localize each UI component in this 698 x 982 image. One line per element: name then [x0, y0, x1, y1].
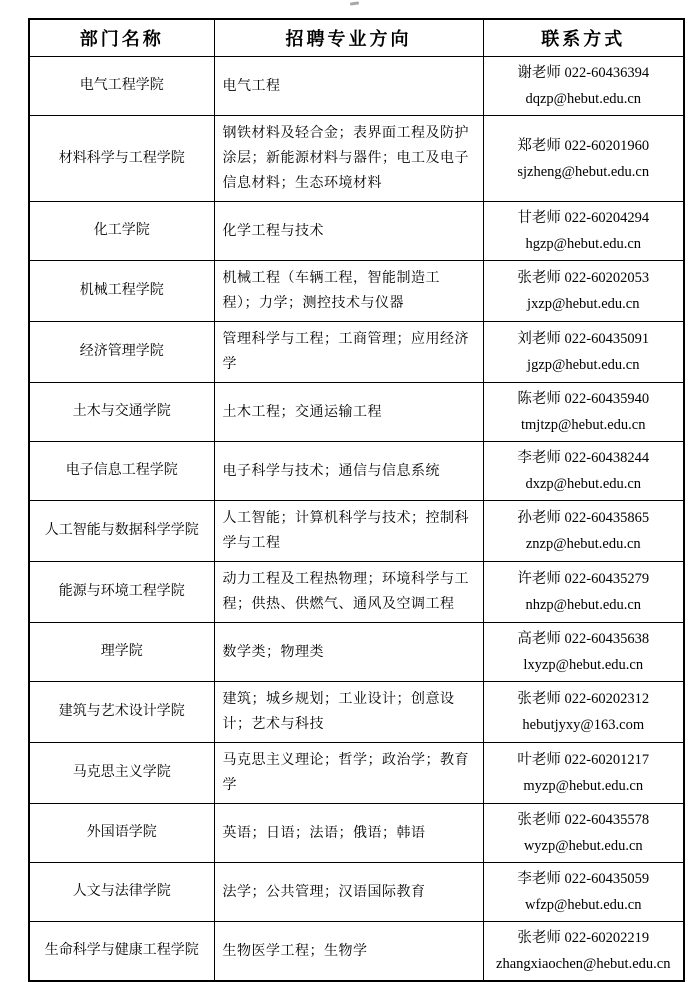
table-row — [29, 383, 684, 442]
contact-cell — [483, 116, 684, 202]
header-row — [29, 19, 684, 57]
majors-cell — [214, 442, 483, 501]
header-department-name: 部门名称 — [29, 19, 214, 57]
majors-cell — [214, 922, 483, 982]
contact-phone: 叶老师 022-60201217 — [517, 752, 650, 768]
contact-email: wfzp@hebut.edu.cn — [525, 897, 642, 913]
contact-phone: 郑老师 022-60201960 — [517, 137, 650, 154]
contact-phone: 李老师 022-60438244 — [517, 450, 650, 466]
majors-text: 生物医学工程；生物学 — [222, 943, 368, 959]
contact-email: dxzp@hebut.edu.cn — [525, 476, 642, 492]
contact-phone: 张老师 022-60435578 — [517, 812, 650, 828]
department-cell — [29, 743, 214, 804]
department-name: 马克思主义学院 — [72, 765, 171, 780]
contact-phone: 刘老师 022-60435091 — [517, 331, 650, 347]
contact-phone: 张老师 022-60202312 — [517, 691, 650, 707]
contact-email: lxyzp@hebut.edu.cn — [523, 657, 644, 673]
contact-cell — [483, 682, 684, 743]
majors-cell — [214, 57, 483, 116]
department-cell — [29, 623, 214, 682]
contact-cell — [483, 922, 684, 982]
recruitment-table — [28, 18, 685, 982]
table-row — [29, 804, 684, 863]
majors-cell — [214, 501, 483, 562]
contact-cell — [483, 863, 684, 922]
majors-cell — [214, 562, 483, 623]
contact-email: myzp@hebut.edu.cn — [523, 778, 644, 794]
contact-cell — [483, 623, 684, 682]
contact-email: dqzp@hebut.edu.cn — [525, 91, 642, 107]
contact-cell — [483, 383, 684, 442]
table-row — [29, 322, 684, 383]
contact-cell — [483, 501, 684, 562]
department-name: 外国语学院 — [86, 825, 157, 840]
department-cell — [29, 562, 214, 623]
department-name: 人文与法律学院 — [72, 884, 171, 899]
majors-cell — [214, 863, 483, 922]
department-cell — [29, 501, 214, 562]
department-name: 材料科学与工程学院 — [58, 150, 185, 166]
department-cell — [29, 57, 214, 116]
table-row — [29, 922, 684, 982]
header-contact-info: 联系方式 — [483, 19, 684, 57]
contact-phone: 陈老师 022-60435940 — [517, 391, 650, 407]
contact-cell — [483, 804, 684, 863]
table-row — [29, 863, 684, 922]
contact-email: tmjtzp@hebut.edu.cn — [521, 417, 646, 433]
contact-cell — [483, 57, 684, 116]
department-cell — [29, 202, 214, 261]
contact-email: sjzheng@hebut.edu.cn — [517, 163, 650, 180]
contact-phone: 李老师 022-60435059 — [517, 871, 650, 887]
department-cell — [29, 442, 214, 501]
top-artifact-mark — [350, 1, 359, 5]
table-row — [29, 682, 684, 743]
contact-phone: 谢老师 022-60436394 — [517, 65, 650, 81]
majors-cell — [214, 202, 483, 261]
table-row — [29, 202, 684, 261]
department-name: 机械工程学院 — [79, 283, 164, 298]
contact-cell — [483, 743, 684, 804]
majors-cell — [214, 743, 483, 804]
department-cell — [29, 261, 214, 322]
table-row — [29, 501, 684, 562]
department-cell — [29, 682, 214, 743]
contact-email: zhangxiaochen@hebut.edu.cn — [496, 956, 671, 972]
majors-cell — [214, 682, 483, 743]
majors-text: 法学；公共管理；汉语国际教育 — [222, 884, 426, 900]
department-cell — [29, 383, 214, 442]
department-name: 生命科学与健康工程学院 — [44, 943, 199, 958]
department-name: 电气工程学院 — [79, 78, 164, 93]
majors-text: 数学类；物理类 — [222, 644, 324, 660]
table-row — [29, 57, 684, 116]
contact-phone: 许老师 022-60435279 — [517, 571, 650, 587]
contact-phone: 张老师 022-60202053 — [517, 270, 650, 286]
department-cell — [29, 322, 214, 383]
department-name: 经济管理学院 — [79, 344, 164, 359]
contact-email: nhzp@hebut.edu.cn — [525, 597, 642, 613]
contact-email: jxzp@hebut.edu.cn — [527, 296, 640, 312]
table-row — [29, 442, 684, 501]
table-row — [29, 623, 684, 682]
contact-email: wyzp@hebut.edu.cn — [523, 838, 643, 854]
table-row — [29, 743, 684, 804]
contact-phone: 高老师 022-60435638 — [517, 631, 650, 647]
contact-cell — [483, 322, 684, 383]
majors-cell — [214, 322, 483, 383]
contact-email: hgzp@hebut.edu.cn — [525, 236, 642, 252]
majors-cell — [214, 261, 483, 322]
department-name: 建筑与艺术设计学院 — [58, 704, 185, 719]
majors-text: 马克思主义理论；哲学；政治学；教育学 — [222, 753, 469, 793]
contact-cell — [483, 261, 684, 322]
contact-email: jgzp@hebut.edu.cn — [527, 357, 640, 373]
department-name: 土木与交通学院 — [72, 404, 171, 419]
contact-email: znzp@hebut.edu.cn — [525, 536, 641, 552]
majors-text: 人工智能；计算机科学与技术；控制科学与工程 — [222, 511, 469, 551]
majors-text: 机械工程（车辆工程，智能制造工程）；力学；测控技术与仪器 — [222, 271, 440, 311]
majors-text: 动力工程及工程热物理；环境科学与工程；供热、供燃气、通风及空调工程 — [222, 572, 469, 612]
department-name: 能源与环境工程学院 — [58, 584, 185, 599]
majors-text: 化学工程与技术 — [222, 223, 324, 239]
contact-phone: 孙老师 022-60435865 — [517, 510, 650, 526]
table-row — [29, 116, 684, 202]
majors-cell — [214, 383, 483, 442]
majors-cell — [214, 804, 483, 863]
majors-cell — [214, 116, 483, 202]
table-row — [29, 261, 684, 322]
department-name: 人工智能与数据科学学院 — [44, 523, 199, 538]
table-row — [29, 562, 684, 623]
majors-text: 英语；日语；法语；俄语；韩语 — [222, 825, 426, 841]
department-cell — [29, 116, 214, 202]
header-recruitment-majors: 招聘专业方向 — [214, 19, 483, 57]
department-name: 化工学院 — [93, 223, 150, 238]
contact-cell — [483, 442, 684, 501]
majors-text: 电气工程 — [222, 78, 281, 94]
contact-cell — [483, 202, 684, 261]
contact-phone: 张老师 022-60202219 — [517, 930, 650, 946]
contact-cell — [483, 562, 684, 623]
department-name: 电子信息工程学院 — [65, 463, 178, 478]
majors-text: 建筑；城乡规划；工业设计；创意设计；艺术与科技 — [222, 692, 455, 732]
majors-text: 钢铁材料及轻合金；表界面工程及防护涂层；新能源材料与器件；电工及电子信息材料；生态环境材料 — [222, 126, 469, 191]
majors-text: 土木工程；交通运输工程 — [222, 404, 382, 420]
department-cell — [29, 804, 214, 863]
contact-email: hebutjyxy@163.com — [522, 717, 645, 733]
department-cell — [29, 863, 214, 922]
department-name: 理学院 — [100, 644, 143, 659]
department-cell — [29, 922, 214, 982]
majors-text: 电子科学与技术；通信与信息系统 — [222, 463, 440, 479]
contact-phone: 甘老师 022-60204294 — [517, 210, 650, 226]
majors-cell — [214, 623, 483, 682]
majors-text: 管理科学与工程；工商管理；应用经济学 — [222, 332, 469, 372]
